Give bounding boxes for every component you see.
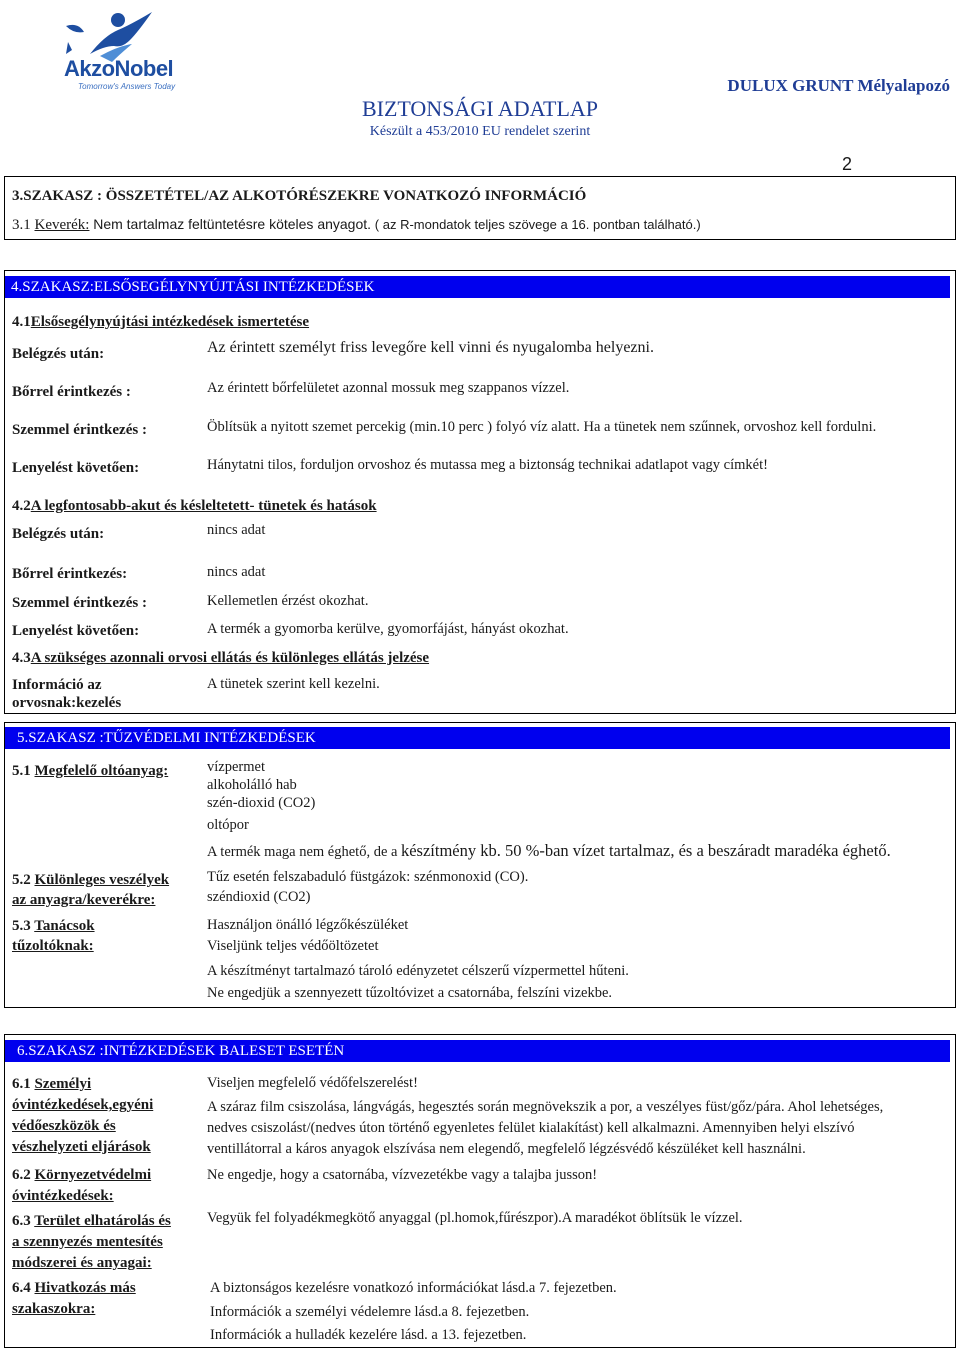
section-4-3-title — [12, 650, 429, 667]
section-6-3-text: Terület elhatárolás és — [34, 1213, 171, 1229]
containment-label: a szennyezés mentesítés — [12, 1234, 163, 1250]
flammability-note-b: készítmény kb. 50 %-ban vízet tartalmaz, és a beszáradt maradéka éghető. — [400, 841, 891, 860]
section-6-2-text: Környezetvédelmi — [34, 1167, 152, 1183]
symptom-value: nincs adat — [207, 522, 266, 538]
section-6-2-number: 6.2 — [12, 1167, 31, 1183]
first-aid-value: Az érintett személyt friss levegőre kell vinni és nyugalomba helyezni. — [207, 339, 654, 356]
personal-precautions-label: óvintézkedések,egyéni — [12, 1097, 154, 1113]
section-5-2-text: Különleges veszélyek — [34, 872, 170, 888]
section-5-3-number: 5.3 — [12, 918, 31, 934]
extinguisher-value: szén-dioxid (CO2) — [207, 795, 316, 811]
extinguisher-label — [12, 763, 168, 780]
first-aid-value: Öblítsük a nyitott szemet percekig (min.10 perc ) folyó víz alatt. Ha a tünetek nem szűnnek, orvoshoz kell fordulni. — [207, 419, 877, 435]
section-4-3-number: 4.3 — [12, 650, 31, 666]
personal-precautions-label — [12, 1076, 91, 1093]
special-hazards-value: Tűz esetén felszabaduló füstgázok: szénmonoxid (CO). — [207, 869, 529, 885]
reference-value: A biztonságos kezelésre vonatkozó információkat lásd.a 7. fejezetben. — [210, 1280, 617, 1296]
reference-label: szakaszokra: — [12, 1301, 96, 1317]
section-5-heading: 5.SZAKASZ :TŰZVÉDELMI INTÉZKEDÉSEK — [5, 727, 950, 749]
symptom-value: A termék a gyomorba kerülve, gyomorfájást, hányást okozhat. — [207, 621, 569, 637]
section-4-3-text: A szükséges azonnali orvosi ellátás és különleges ellátás jelzése — [30, 650, 430, 666]
reference-value: Információk a hulladék kezelére lásd. a 13. fejezetben. — [210, 1327, 527, 1343]
mixture-text: Nem tartalmaz feltüntetésre köteles anyagot. — [93, 216, 372, 232]
section-5-1-text: Megfelelő oltóanyag: — [34, 763, 169, 779]
special-hazards-value: széndioxid (CO2) — [207, 889, 311, 905]
firefighter-advice-label — [12, 918, 95, 935]
section-6-frame — [4, 1034, 956, 1348]
first-aid-label: Belégzés után: — [12, 346, 105, 362]
section-4-1-title — [12, 314, 309, 331]
first-aid-label: Lenyelést követően: — [12, 460, 140, 476]
personal-precautions-value: nedves csiszolást/(nedves úton történő egyenletes felület kialakítást) kell alkalmazni. Amennyiben helyi elszívó — [207, 1120, 855, 1136]
product-name: DULUX GRUNT Mélyalapozó — [727, 76, 950, 95]
document-subtitle: Készült a 453/2010 EU rendelet szerint — [369, 124, 591, 139]
section-6-1-number: 6.1 — [12, 1076, 31, 1092]
section-4-2-title — [12, 498, 377, 515]
firefighter-advice-value: Használjon önálló légzőkészüléket — [207, 917, 409, 933]
doctor-info-label: Információ az — [12, 677, 102, 693]
section-5-1-number: 5.1 — [12, 763, 31, 779]
document-title: BIZTONSÁGI ADATLAP — [361, 96, 599, 121]
environmental-precautions-label — [12, 1167, 151, 1184]
section-4-2-text: A legfontosabb-akut és késleltetett- tünetek és hatások — [30, 498, 377, 514]
section-4-2-number: 4.2 — [12, 498, 31, 514]
firefighter-advice-value: Viseljünk teljes védőöltözetet — [207, 938, 379, 954]
section-5-3-text: Tanácsok — [34, 918, 95, 934]
symptom-label: Lenyelést követően: — [12, 623, 140, 639]
containment-label: módszerei és anyagai: — [12, 1255, 152, 1271]
extinguisher-value: oltópor — [207, 817, 249, 833]
section-6-4-text: Hivatkozás más — [34, 1280, 136, 1296]
section-3-heading: 3.SZAKASZ : ÖSSZETÉTEL/AZ ALKOTÓRÉSZEKRE VONATKOZÓ INFORMÁCIÓ — [12, 188, 587, 204]
section-4-heading: 4.SZAKASZ:ELSŐSEGÉLYNYÚJTÁSI INTÉZKEDÉSEK — [5, 276, 950, 298]
symptom-label: Szemmel érintkezés : — [12, 595, 147, 611]
mixture-note: ( az R-mondatok teljes szövege a 16. pontban található.) — [374, 217, 701, 232]
first-aid-value: Az érintett bőrfelületet azonnal mossuk meg szappanos vízzel. — [207, 380, 570, 396]
page-number: 2 — [841, 154, 852, 174]
containment-label — [12, 1213, 171, 1230]
symptom-value: nincs adat — [207, 564, 266, 580]
symptom-label: Belégzés után: — [12, 526, 105, 542]
flammability-note — [207, 841, 891, 861]
environmental-precautions-value: Ne engedje, hogy a csatornába, vízvezetékbe vagy a talajba jusson! — [207, 1167, 598, 1183]
section-3-1-number: 3.1 — [12, 217, 31, 233]
personal-precautions-label: vészhelyzeti eljárások — [12, 1139, 151, 1155]
section-6-4-number: 6.4 — [12, 1280, 31, 1296]
doctor-info-label: orvosnak:kezelés — [12, 695, 122, 711]
brand-name: AkzoNobel — [64, 56, 174, 81]
section-4-frame — [4, 270, 956, 714]
personal-precautions-value: ventillátorral a káros anyagok elszívása nem elegendő, megfelelő légzésvédő készüléket kell használni. — [207, 1141, 806, 1157]
symptom-label: Bőrrel érintkezés: — [12, 566, 128, 582]
mixture-key: Keverék: — [34, 217, 90, 233]
extinguisher-value: alkoholálló hab — [207, 777, 297, 793]
reference-value: Információk a személyi védelemre lásd.a 8. fejezetben. — [210, 1304, 530, 1320]
akzonobel-logo — [60, 6, 190, 92]
firefighter-advice-label-2: tűzoltóknak: — [12, 938, 94, 954]
containment-value: Vegyük fel folyadékmegkötő anyaggal (pl.homok,fűrészpor).A maradékot öblítsük le vízzel. — [207, 1210, 743, 1226]
section-4-1-text: Elsősegélynyújtási intézkedések ismertetése — [30, 314, 310, 330]
section-6-1-text: Személyi — [34, 1076, 92, 1092]
section-5-2-number: 5.2 — [12, 872, 31, 888]
personal-precautions-value: A száraz film csiszolása, lángvágás, hegesztés során megnövekszik a por, a veszélyes füst/gőz/pára. Ahol lehetséges, — [207, 1099, 884, 1115]
doctor-info-value: A tünetek szerint kell kezelni. — [207, 676, 380, 692]
symptom-value: Kellemetlen érzést okozhat. — [207, 593, 369, 609]
section-6-3-number: 6.3 — [12, 1213, 31, 1229]
personal-precautions-label: védőeszközök és — [12, 1118, 116, 1134]
firefighter-advice-value: Ne engedjük a szennyezett tűzoltóvizet a csatornába, felszíni vizekbe. — [207, 985, 613, 1001]
section-4-1-number: 4.1 — [12, 314, 31, 330]
special-hazards-label — [12, 872, 169, 889]
first-aid-label: Bőrrel érintkezés : — [12, 384, 131, 400]
personal-precautions-value: Viseljen megfelelő védőfelszerelést! — [207, 1075, 418, 1091]
special-hazards-label-2: az anyagra/keverékre: — [12, 892, 156, 908]
brand-tagline: Tomorrow's Answers Today — [78, 82, 176, 91]
flammability-note-a: A termék maga nem éghető, de a — [207, 844, 398, 860]
firefighter-advice-value: A készítményt tartalmazó tároló edényzetet célszerű vízpermettel hűteni. — [207, 963, 629, 979]
section-3-1-line — [12, 216, 701, 234]
environmental-precautions-label: óvintézkedések: — [12, 1188, 114, 1204]
first-aid-value: Hánytatni tilos, forduljon orvoshoz és mutassa meg a biztonság technikai adatlapot vagy címkét! — [207, 457, 768, 473]
section-6-heading: 6.SZAKASZ :INTÉZKEDÉSEK BALESET ESETÉN — [5, 1040, 950, 1062]
first-aid-label: Szemmel érintkezés : — [12, 422, 147, 438]
reference-label — [12, 1280, 136, 1297]
extinguisher-value: vízpermet — [207, 759, 265, 775]
